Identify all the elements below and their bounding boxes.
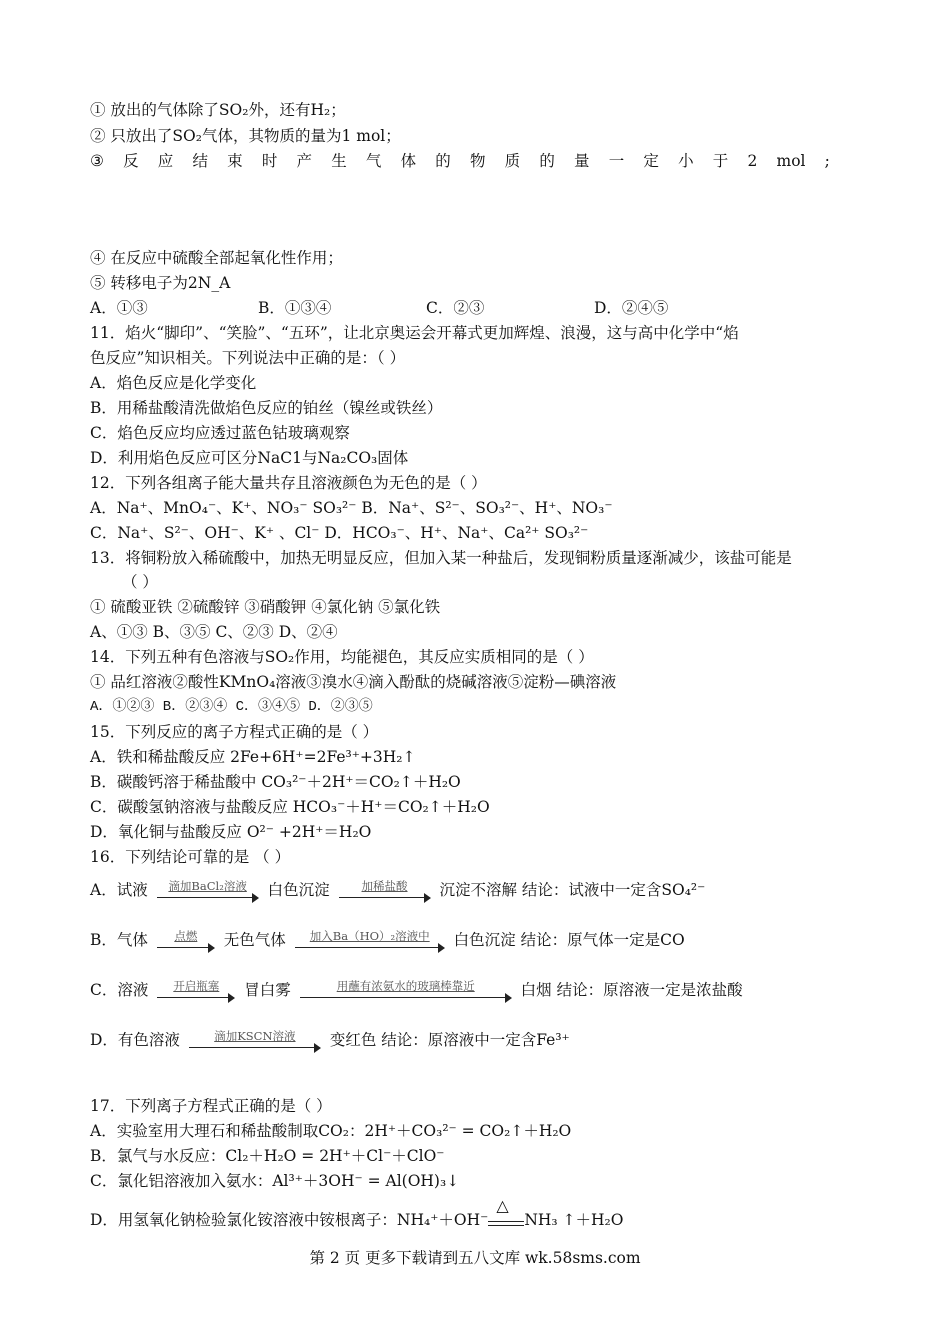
q16b-mid: 无色气体 <box>223 931 286 949</box>
q16a-start: A．试液 <box>90 881 148 899</box>
heat-equals-icon <box>488 1196 524 1230</box>
reaction-arrow-icon <box>157 978 235 1000</box>
q10-option-a: A．①③ <box>90 299 148 317</box>
q17-option-d <box>90 1196 624 1230</box>
q17-option-a: A．实验室用大理石和稀盐酸制取CO₂：2H⁺＋CO₃²⁻ = CO₂↑＋H₂O <box>90 1122 572 1140</box>
spaced-char: 2 <box>747 152 758 170</box>
q11-option-d: D．利用焰色反应可区分NaC1与Na₂CO₃固体 <box>90 449 409 467</box>
q12-options-cd: C．Na⁺、S²⁻、OH⁻、K⁺ 、Cl⁻ D．HCO₃⁻、H⁺、Na⁺、Ca²⁺ SO₃²⁻ <box>90 524 589 542</box>
q16-option-a <box>90 878 705 900</box>
q12-options-ab: A．Na⁺、MnO₄⁻、K⁺、NO₃⁻ SO₃²⁻ B．Na⁺、S²⁻、SO₃²⁻、H⁺、NO₃⁻ <box>90 499 613 517</box>
reaction-arrow-icon <box>189 1028 321 1050</box>
q17-stem: 17．下列离子方程式正确的是（ ） <box>90 1097 332 1115</box>
q15-option-c: C．碳酸氢钠溶液与盐酸反应 HCO₃⁻＋H⁺＝CO₂↑＋H₂O <box>90 798 490 816</box>
spaced-char: 物 <box>469 152 486 170</box>
q15-option-a: A．铁和稀盐酸反应 2Fe+6H⁺=2Fe³⁺+3H₂↑ <box>90 748 416 766</box>
q16c-mid: 冒白雾 <box>244 981 291 999</box>
reaction-arrow-icon <box>295 928 445 950</box>
q17-option-b: B．氯气与水反应：Cl₂＋H₂O = 2H⁺＋Cl⁻＋ClO⁻ <box>90 1147 445 1165</box>
q16a-end: 沉淀不溶解 结论：试液中一定含SO₄²⁻ <box>439 881 706 899</box>
option-line-3 <box>90 151 830 171</box>
q11-stem-2: 色反应”知识相关。下列说法中正确的是：（ ） <box>90 349 406 367</box>
q13-options: A、①③ B、③⑤ C、②③ D、②④ <box>90 623 338 641</box>
q11-option-a: A．焰色反应是化学变化 <box>90 374 257 392</box>
q17-option-c: C．氯化铝溶液加入氨水：Al³⁺＋3OH⁻ = Al(OH)₃↓ <box>90 1172 460 1190</box>
q16b-end: 白色沉淀 结论：原气体一定是CO <box>453 931 685 949</box>
q16-stem: 16．下列结论可靠的是 （ ） <box>90 848 291 866</box>
option-line-2: ② 只放出了SO₂气体，其物质的量为1 mol； <box>90 127 401 145</box>
spaced-char: 一 <box>608 152 625 170</box>
spaced-char: 质 <box>504 152 521 170</box>
spaced-char: 的 <box>435 152 451 170</box>
q17d-right: NH₃ ↑＋H₂O <box>524 1211 624 1229</box>
option-line-5: ⑤ 转移电子为2N_A <box>90 274 231 292</box>
spaced-char: 定 <box>643 152 659 170</box>
q10-option-c: C．②③ <box>426 299 485 317</box>
arrow-label: 开启瓶塞 <box>173 979 220 993</box>
spaced-char: 小 <box>678 152 694 170</box>
q13-choices: ① 硫酸亚铁 ②硫酸锌 ③硝酸钾 ④氯化钠 ⑤氯化铁 <box>90 598 441 616</box>
q15-option-b: B．碳酸钙溶于稀盐酸中 CO₃²⁻＋2H⁺＝CO₂↑＋H₂O <box>90 773 461 791</box>
q14-stem: 14．下列五种有色溶液与SO₂作用，均能褪色，其反应实质相同的是（ ） <box>90 648 594 666</box>
q16-option-b <box>90 928 685 950</box>
spaced-char: 于 <box>712 152 729 170</box>
q16d-start: D．有色溶液 <box>90 1031 180 1049</box>
arrow-label: 加稀盐酸 <box>361 879 408 893</box>
arrow-label: 用蘸有浓氨水的玻璃棒靠近 <box>336 979 475 993</box>
arrow-label: 滴加KSCN溶液 <box>214 1029 296 1043</box>
spaced-char: ③ <box>90 152 104 170</box>
spaced-char: 时 <box>261 152 278 170</box>
spaced-char: 的 <box>539 152 555 170</box>
q14-choices: ① 品红溶液②酸性KMnO₄溶液③溴水④滴入酚酞的烧碱溶液⑤淀粉—碘溶液 <box>90 673 617 691</box>
q13-stem-2: （ ） <box>122 573 158 591</box>
reaction-arrow-icon <box>300 978 512 1000</box>
q10-options <box>90 298 668 318</box>
q16c-start: C．溶液 <box>90 981 149 999</box>
spaced-char: 量 <box>574 152 590 170</box>
q16c-end: 白烟 结论：原溶液一定是浓盐酸 <box>520 981 743 999</box>
arrow-label: 点燃 <box>174 929 198 943</box>
spaced-char: 结 <box>192 152 208 170</box>
q15-option-d: D．氧化铜与盐酸反应 O²⁻ +2H⁺＝H₂O <box>90 823 372 841</box>
page-footer: 第 2 页 更多下载请到五八文库 wk.58sms.com <box>309 1249 641 1267</box>
q16-option-d <box>90 1028 570 1050</box>
q11-stem-1: 11．焰火“脚印”、“笑脸”、“五环”，让北京奥运会开幕式更加辉煌、浪漫，这与高中化学中“焰 <box>90 324 739 342</box>
reaction-arrow-icon <box>157 928 215 950</box>
spaced-char: 气 <box>365 152 382 170</box>
q11-option-c: C．焰色反应均应透过蓝色钴玻璃观察 <box>90 424 350 442</box>
q10-option-d: D．②④⑤ <box>594 299 669 317</box>
spaced-char: 生 <box>331 152 347 170</box>
spaced-char: 应 <box>157 152 174 170</box>
q11-option-b: B．用稀盐酸清洗做焰色反应的铂丝（镍丝或铁丝） <box>90 399 443 417</box>
reaction-arrow-icon <box>157 878 259 900</box>
spaced-char: 体 <box>400 152 417 170</box>
option-line-4: ④ 在反应中硫酸全部起氧化性作用； <box>90 249 343 267</box>
q13-stem-1: 13．将铜粉放入稀硫酸中，加热无明显反应，但加入某一种盐后，发现铜粉质量逐渐减少，该盐可能是 <box>90 549 792 567</box>
q16b-start: B．气体 <box>90 931 148 949</box>
q17d-left: D．用氢氧化钠检验氯化铵溶液中铵根离子：NH₄⁺＋OH⁻ <box>90 1211 489 1229</box>
spaced-char: 产 <box>296 152 313 170</box>
arrow-label: 加入Ba（HO）₂溶液中 <box>309 929 430 943</box>
spaced-char: mol <box>776 152 806 170</box>
q10-option-b: B．①③④ <box>258 299 332 317</box>
reaction-arrow-icon <box>339 878 431 900</box>
spaced-char: 反 <box>123 152 139 170</box>
q15-stem: 15．下列反应的离子方程式正确的是（ ） <box>90 723 379 741</box>
spaced-char: 束 <box>227 152 243 170</box>
q14-options: A．①②③ B．②③④ C．③④⑤ D．②③⑤ <box>90 699 373 715</box>
option-line-1: ① 放出的气体除了SO₂外，还有H₂； <box>90 101 346 119</box>
spaced-char: ; <box>824 152 830 170</box>
heat-triangle-icon: △ <box>496 1196 509 1215</box>
q16a-mid: 白色沉淀 <box>267 881 330 899</box>
q12-stem: 12．下列各组离子能大量共存且溶液颜色为无色的是（ ） <box>90 474 487 492</box>
arrow-label: 滴加BaCl₂溶液 <box>168 879 247 893</box>
q16-option-c <box>90 978 743 1000</box>
q16d-end: 变红色 结论：原溶液中一定含Fe³⁺ <box>329 1031 570 1049</box>
